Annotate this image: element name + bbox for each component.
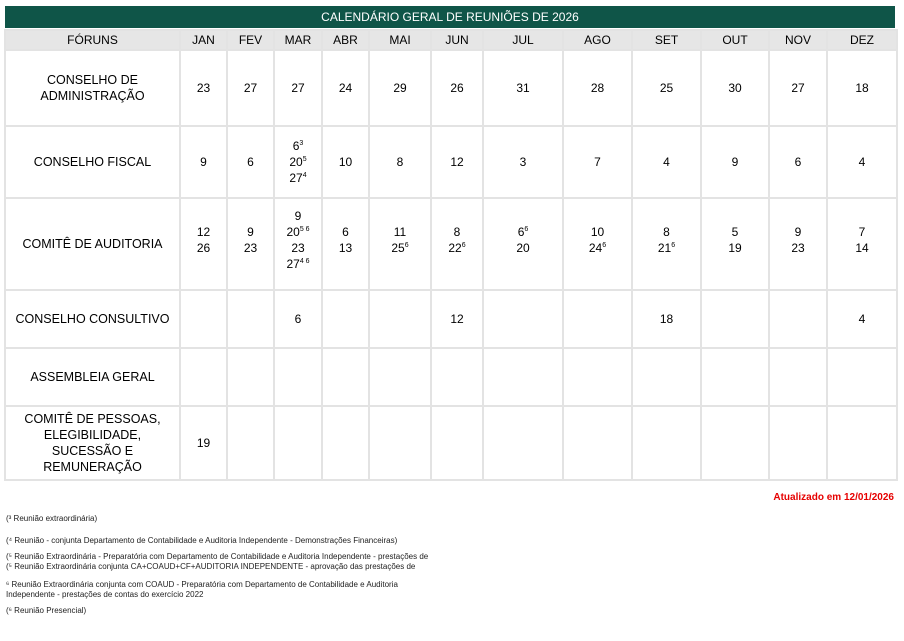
meeting-cell-mar (274, 198, 322, 290)
meeting-day: 8 (453, 225, 461, 239)
column-header-mar: MAR (274, 30, 322, 50)
meeting-day: 6 (294, 312, 302, 326)
meeting-day: $27^{4 6}$ (286, 257, 310, 271)
meeting-cell-fev (227, 348, 274, 406)
meeting-cell-out (701, 126, 769, 198)
meeting-day: 29 (393, 81, 407, 95)
meeting-cell-nov (769, 126, 827, 198)
meeting-cell-jan (180, 126, 227, 198)
footnote-marker: 6 (671, 242, 676, 249)
meeting-cell-abr (322, 50, 369, 126)
footnote-marker: 6 (404, 242, 409, 249)
meeting-day: 12 (450, 312, 464, 326)
meeting-cell-mar (274, 50, 322, 126)
meeting-day: 12 (196, 225, 211, 239)
meeting-cell-set (632, 290, 701, 348)
meeting-day: $25^6$ (391, 241, 409, 255)
meeting-day: 3 (519, 155, 527, 169)
meeting-cell-out (701, 406, 769, 480)
footnotes (6, 514, 506, 616)
meeting-cell-jun (431, 348, 483, 406)
meeting-cell-jun (431, 198, 483, 290)
column-header-nov: NOV (769, 30, 827, 50)
meeting-cell-mar (274, 348, 322, 406)
forum-name-line: CONSELHO CONSULTIVO (15, 312, 170, 326)
meeting-day: 23 (243, 241, 258, 255)
meeting-cell-nov (769, 290, 827, 348)
meeting-day: $6^3$ (292, 139, 304, 153)
column-header-jul: JUL (483, 30, 563, 50)
meeting-cell-dez (827, 198, 897, 290)
meeting-cell-jul (483, 198, 563, 290)
meeting-day: 30 (728, 81, 742, 95)
meeting-day: 31 (516, 81, 530, 95)
table-row (5, 348, 897, 406)
meeting-day: 8 (663, 225, 670, 239)
forum-name-line: CONSELHO DE (47, 73, 138, 87)
column-header-set: SET (632, 30, 701, 50)
meeting-cell-set (632, 348, 701, 406)
footnote-line: Independente - prestações de contas do exercício 2022 (6, 590, 204, 599)
meeting-cell-jan (180, 290, 227, 348)
meeting-day: 6 (794, 155, 802, 169)
column-header-abr: ABR (322, 30, 369, 50)
meeting-day: 4 (663, 155, 670, 169)
meeting-day: $24^6$ (588, 241, 607, 255)
meeting-cell-jun (431, 290, 483, 348)
meeting-cell-jan (180, 198, 227, 290)
meeting-cell-jul (483, 406, 563, 480)
meeting-day: 4 (858, 312, 866, 326)
meeting-cell-jun (431, 126, 483, 198)
forum-name (5, 406, 180, 480)
column-header-foruns: FÓRUNS (5, 30, 180, 50)
meeting-day: 4 (858, 155, 866, 169)
forum-name (5, 50, 180, 126)
meeting-day: $6^6$ (517, 225, 529, 239)
footnote-line: (³ Reunião extraordinária) (6, 514, 98, 523)
meetings-table (4, 29, 898, 481)
meeting-day: 27 (791, 81, 805, 95)
footnote-line: (⁵ Reunião Extraordinária - Preparatória com Departamento de Contabilidade e Auditoria Independente - prestações de (6, 552, 429, 561)
meeting-cell-mar (274, 406, 322, 480)
meeting-day: 20 (516, 241, 530, 255)
meeting-cell-ago (563, 290, 632, 348)
forum-name-line: ADMINISTRAÇÃO (40, 89, 145, 103)
meeting-cell-mar (274, 290, 322, 348)
meeting-day: 7 (858, 225, 866, 239)
meeting-day: 13 (338, 241, 353, 255)
forum-name-line: CONSELHO FISCAL (33, 155, 152, 169)
meeting-cell-jun (431, 406, 483, 480)
meeting-cell-ago (563, 406, 632, 480)
forum-name-line: SUCESSÃO E REMUNERAÇÃO (43, 444, 142, 474)
meeting-cell-fev (227, 198, 274, 290)
meeting-day: 6 (247, 155, 254, 169)
meeting-cell-ago (563, 126, 632, 198)
meeting-cell-mai (369, 198, 431, 290)
meeting-cell-jan (180, 348, 227, 406)
meeting-day: 25 (659, 81, 674, 95)
forum-name-line: COMITÊ DE PESSOAS, (24, 412, 161, 426)
meeting-cell-out (701, 348, 769, 406)
meeting-cell-jan (180, 406, 227, 480)
forum-name (5, 290, 180, 348)
meeting-day: 10 (338, 155, 353, 169)
meeting-cell-nov (769, 198, 827, 290)
meeting-day: 9 (200, 155, 207, 169)
meeting-day: $22^6$ (448, 241, 466, 255)
meeting-day: 9 (247, 225, 254, 239)
meeting-day: $21^6$ (657, 241, 676, 255)
meeting-day: 5 (731, 225, 739, 239)
meeting-day: 10 (590, 225, 605, 239)
meeting-cell-fev (227, 126, 274, 198)
updated-date: Atualizado em 12/01/2026 (773, 492, 894, 503)
forum-name (5, 348, 180, 406)
calendar-container (4, 5, 896, 481)
meeting-cell-mar (274, 126, 322, 198)
meeting-cell-mai (369, 406, 431, 480)
meeting-cell-mai (369, 126, 431, 198)
meeting-cell-jul (483, 290, 563, 348)
footnote-marker: 4 6 (299, 258, 310, 265)
meeting-day: 19 (728, 241, 742, 255)
meeting-cell-jun (431, 50, 483, 126)
column-header-ago: AGO (563, 30, 632, 50)
footnote-marker: 5 6 (299, 226, 310, 233)
column-header-dez: DEZ (827, 30, 897, 50)
meeting-day: $20^{5 6}$ (286, 225, 310, 239)
meeting-cell-set (632, 198, 701, 290)
footnote-marker: 6 (524, 226, 529, 233)
footnote-line: (⁴ Reunião - conjunta Departamento de Contabilidade e Auditoria Independente - Demonstrações Financeiras) (6, 536, 398, 545)
meeting-cell-abr (322, 406, 369, 480)
meeting-cell-set (632, 50, 701, 126)
meeting-cell-set (632, 406, 701, 480)
meeting-day: 8 (396, 155, 404, 169)
meeting-cell-set (632, 126, 701, 198)
meeting-cell-dez (827, 348, 897, 406)
meeting-cell-nov (769, 348, 827, 406)
column-header-mai: MAI (369, 30, 431, 50)
meeting-day: 27 (243, 81, 258, 95)
meeting-cell-mai (369, 348, 431, 406)
meeting-day: 11 (393, 225, 407, 239)
table-row (5, 126, 897, 198)
table-row (5, 406, 897, 480)
footnote-marker: 4 (302, 172, 307, 179)
meeting-cell-fev (227, 50, 274, 126)
meeting-day: 6 (342, 225, 349, 239)
column-header-jun: JUN (431, 30, 483, 50)
meeting-cell-jan (180, 50, 227, 126)
meeting-cell-jul (483, 50, 563, 126)
footnote-marker: 6 (461, 242, 466, 249)
table-row (5, 50, 897, 126)
header-row (5, 30, 897, 50)
footnote-line: (⁶ Reunião Presencial) (6, 606, 87, 615)
meeting-day: 9 (794, 225, 802, 239)
footnote-line: ⁶ Reunião Extraordinária conjunta com COAUD - Preparatória com Departamento de Contabilidade e Auditoria (6, 580, 398, 589)
meeting-day: 18 (855, 81, 869, 95)
meeting-cell-nov (769, 50, 827, 126)
meeting-day: 12 (450, 155, 464, 169)
meeting-day: 18 (659, 312, 674, 326)
meeting-day: 26 (196, 241, 211, 255)
forum-name (5, 126, 180, 198)
table-row (5, 290, 897, 348)
column-header-jan: JAN (180, 30, 227, 50)
meeting-cell-fev (227, 406, 274, 480)
meeting-day: 14 (855, 241, 869, 255)
meeting-cell-ago (563, 50, 632, 126)
meeting-day: 27 (291, 81, 305, 95)
calendar-title: CALENDÁRIO GERAL DE REUNIÕES DE 2026 (4, 5, 896, 29)
meeting-cell-jul (483, 126, 563, 198)
meeting-cell-dez (827, 50, 897, 126)
meeting-cell-nov (769, 406, 827, 480)
meeting-day: 7 (594, 155, 601, 169)
meeting-cell-out (701, 50, 769, 126)
forum-name-line: COMITÊ DE AUDITORIA (22, 237, 163, 251)
table-row (5, 198, 897, 290)
footnote-line: (⁵ Reunião Extraordinária conjunta CA+COAUD+CF+AUDITORIA INDEPENDENTE - aprovação das prestações de (6, 562, 416, 571)
meeting-day: 23 (791, 241, 805, 255)
meeting-cell-mai (369, 50, 431, 126)
forum-name-line: ASSEMBLEIA GERAL (30, 370, 155, 384)
footnote-marker: 5 (302, 156, 307, 163)
column-header-out: OUT (701, 30, 769, 50)
meeting-cell-dez (827, 290, 897, 348)
meeting-day: 24 (338, 81, 353, 95)
meeting-day: 28 (590, 81, 605, 95)
meeting-cell-dez (827, 126, 897, 198)
meeting-cell-fev (227, 290, 274, 348)
forum-name-line: ELEGIBILIDADE, (43, 428, 142, 442)
meeting-day: 23 (291, 241, 305, 255)
meeting-cell-abr (322, 126, 369, 198)
meeting-day: 9 (731, 155, 739, 169)
meeting-cell-dez (827, 406, 897, 480)
meeting-cell-out (701, 290, 769, 348)
meeting-cell-out (701, 198, 769, 290)
meeting-cell-ago (563, 348, 632, 406)
meeting-day: 26 (450, 81, 464, 95)
meeting-day: 9 (294, 209, 302, 223)
column-header-fev: FEV (227, 30, 274, 50)
footnote-marker: 6 (602, 242, 607, 249)
meeting-cell-jul (483, 348, 563, 406)
meeting-cell-abr (322, 290, 369, 348)
meeting-day: $27^4$ (289, 171, 307, 185)
forum-name (5, 198, 180, 290)
meeting-cell-abr (322, 348, 369, 406)
meeting-day: 23 (196, 81, 211, 95)
meeting-day: 19 (196, 436, 211, 450)
meeting-cell-mai (369, 290, 431, 348)
meeting-cell-ago (563, 198, 632, 290)
meeting-day: $20^5$ (289, 155, 307, 169)
meeting-cell-abr (322, 198, 369, 290)
footnote-marker: 3 (299, 140, 304, 147)
